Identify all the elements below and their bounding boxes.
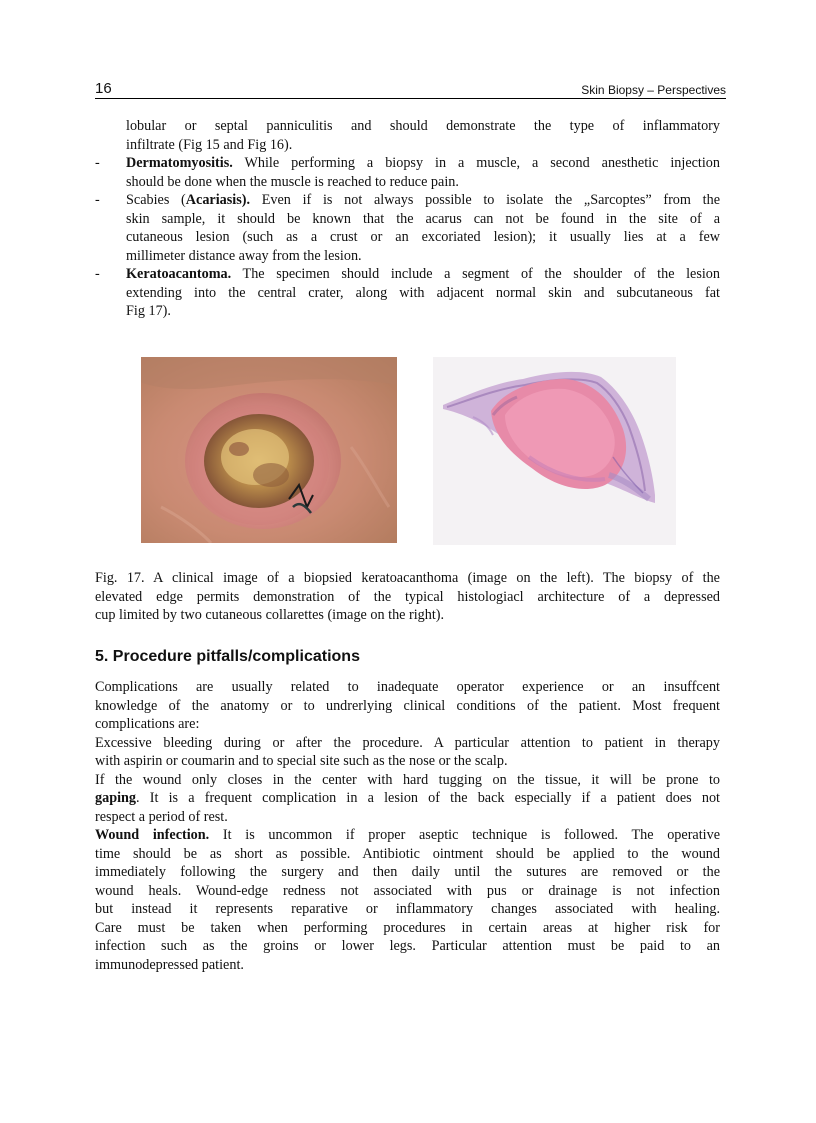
paragraph	[95, 734, 720, 771]
text-line: Fig 17).	[126, 303, 171, 319]
text-line: lobular or septal panniculitis and should demonstrate the type of inflammatory	[126, 118, 720, 134]
text-line: Care must be taken when performing procedures in certain areas at higher risk for	[95, 919, 720, 936]
running-title: Skin Biopsy – Perspectives	[581, 83, 726, 97]
text-line: Complications are usually related to inadequate operator experience or an insuffcent	[95, 679, 720, 695]
histology-photo	[433, 357, 676, 545]
text-span: Scabies (	[126, 192, 186, 208]
text-line: infection such as the groins or lower legs. Particular attention must be paid to an	[95, 938, 720, 954]
list-item-lead: Keratoacantoma.	[126, 266, 232, 282]
paragraph	[95, 771, 720, 827]
text-line	[126, 265, 720, 284]
bold-term: Wound infection.	[95, 827, 210, 843]
figure-caption	[95, 569, 720, 625]
text-line: but instead it represents reparative or inflammatory changes associated with healing.	[95, 901, 720, 917]
text-line: extending into the central crater, along with adjacent normal skin and subcutaneous fat	[126, 284, 720, 301]
list-dash: -	[95, 192, 100, 208]
section-body	[95, 678, 720, 974]
text-line: should be done when the muscle is reached to reduce pain.	[126, 173, 459, 190]
text-line: infiltrate (Fig 15 and Fig 16).	[126, 136, 293, 153]
text-line: immunodepressed patient.	[95, 956, 244, 973]
text-span: . It is a frequent complication in a lesion of the back especially if a patient does not	[136, 790, 720, 806]
caption-line: elevated edge permits demonstration of the typical histologiacl architecture of a depressed	[95, 588, 720, 605]
text-line	[126, 191, 720, 210]
text-span: While performing a biopsy in a muscle, a second anesthetic injection	[232, 155, 720, 171]
page-header	[95, 80, 726, 99]
text-line: respect a period of rest.	[95, 808, 228, 825]
text-span: The specimen should include a segment of the shoulder of the lesion	[231, 266, 720, 282]
text-line	[95, 789, 720, 808]
list-item-lead: Dermatomyositis.	[126, 155, 233, 171]
text-line: with aspirin or coumarin and to special site such as the nose or the scalp.	[95, 753, 508, 769]
text-line: immediately following the surgery and then daily until the sutures are removed or the	[95, 864, 720, 880]
text-line	[126, 154, 720, 173]
paragraph	[95, 678, 720, 734]
paragraph	[95, 826, 720, 974]
section-heading: 5. Procedure pitfalls/complications	[95, 648, 360, 665]
text-line: knowledge of the anatomy or to undrerlying clinical conditions of the patient. Most frequent	[95, 697, 720, 714]
text-line: millimeter distance away from the lesion.	[126, 247, 362, 264]
text-line: complications are:	[95, 716, 200, 732]
list-item	[95, 265, 720, 321]
text-line	[95, 826, 720, 845]
list-item	[95, 191, 720, 265]
bullet-list	[95, 117, 720, 321]
text-line: Excessive bleeding during or after the procedure. A particular attention to patient in therapy	[95, 734, 720, 751]
text-line: If the wound only closes in the center with hard tugging on the tissue, it will be prone to	[95, 771, 720, 788]
list-item	[95, 154, 720, 191]
text-line: time should be as short as possible. Antibiotic ointment should be applied to the wound	[95, 845, 720, 862]
bold-term: gaping	[95, 790, 137, 806]
text-span: It is uncommon if proper aseptic technique is followed. The operative	[209, 827, 720, 843]
list-dash: -	[95, 155, 100, 171]
text-line: skin sample, it should be known that the acarus can not be found in the site of a	[126, 210, 720, 227]
clinical-photo	[141, 357, 397, 543]
list-continuation	[95, 117, 720, 154]
page-number: 16	[95, 80, 112, 97]
text-span: Even if is not always possible to isolate the „Sarcoptes” from the	[250, 192, 720, 208]
caption-line: Fig. 17. A clinical image of a biopsied keratoacanthoma (image on the left). The biopsy of the	[95, 570, 720, 586]
text-line: wound heals. Wound-edge redness not associated with pus or drainage is not infection	[95, 882, 720, 899]
list-dash: -	[95, 266, 100, 282]
text-line: cutaneous lesion (such as a crust or an excoriated lesion); it usually lies at a few	[126, 229, 720, 245]
list-item-lead: Acariasis).	[185, 192, 251, 208]
caption-line: cup limited by two cutaneous collarettes (image on the right).	[95, 607, 445, 623]
